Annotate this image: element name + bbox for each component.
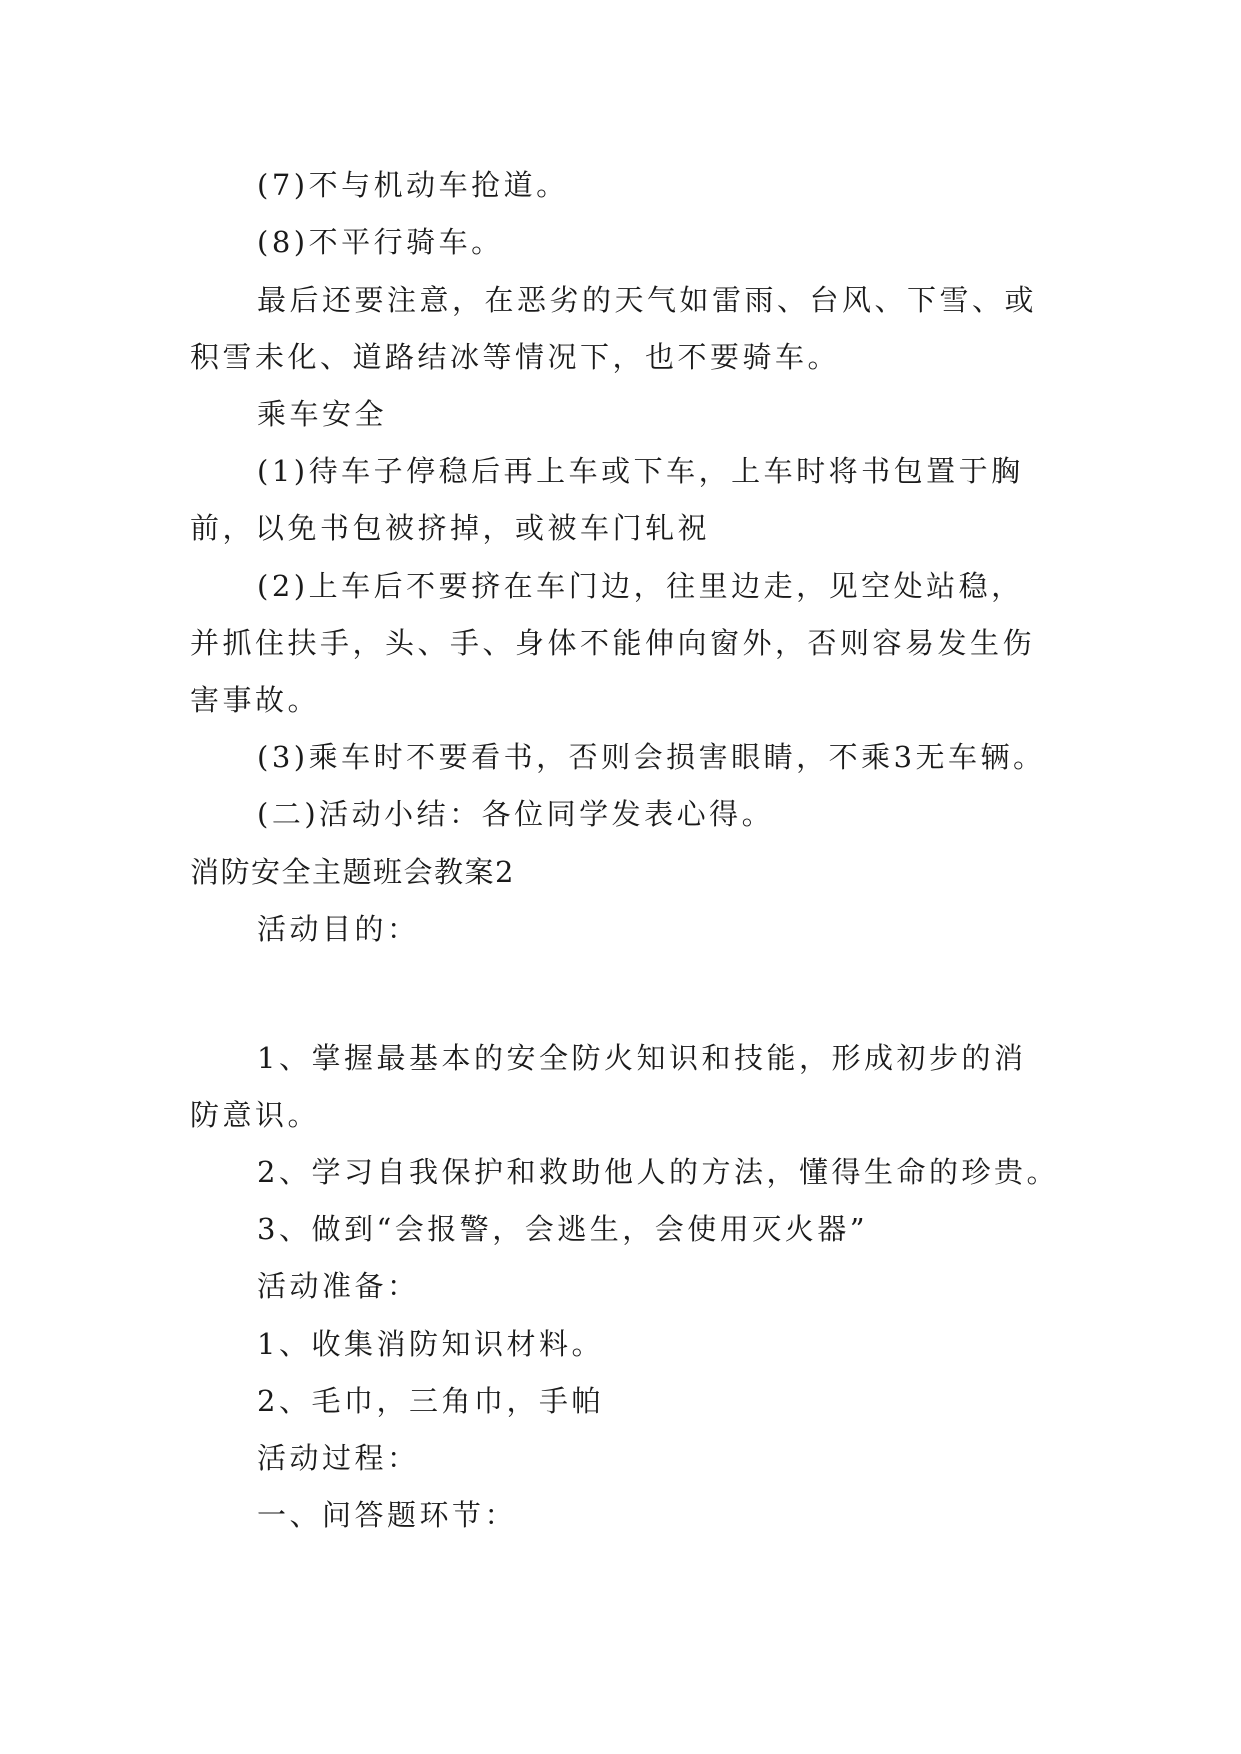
- paragraph-line: (8)不平行骑车。: [257, 225, 504, 259]
- paragraph-line: (1)待车子停稳后再上车或下车，上车时将书包置于胸: [257, 454, 1024, 488]
- paragraph-line: 3、做到“会报警，会逃生，会使用灭火器”: [257, 1212, 869, 1246]
- paragraph-line: 2、毛巾，三角巾，手帕: [257, 1384, 604, 1418]
- paragraph-line: 积雪未化、道路结冰等情况下，也不要骑车。: [190, 340, 841, 374]
- paragraph-line: 一、问答题环节：: [257, 1498, 518, 1532]
- section-heading: 乘车安全: [257, 397, 388, 431]
- paragraph-line: 前，以免书包被挤掉，或被车门轧祝: [190, 511, 711, 545]
- paragraph-line: 并抓住扶手，头、手、身体不能伸向窗外，否则容易发生伤: [190, 626, 1036, 660]
- section-heading: 活动过程：: [257, 1441, 420, 1475]
- paragraph-line: 害事故。: [190, 683, 321, 717]
- paragraph-line: (二)活动小结：各位同学发表心得。: [257, 797, 775, 831]
- paragraph-line: 防意识。: [190, 1098, 321, 1132]
- paragraph-line: 2、学习自我保护和救助他人的方法，懂得生命的珍贵。: [257, 1155, 1059, 1189]
- paragraph-line: (2)上车后不要挤在车门边，往里边走，见空处站稳，: [257, 569, 1024, 603]
- section-heading: 活动目的：: [257, 912, 420, 946]
- paragraph-line: (3)乘车时不要看书，否则会损害眼睛，不乘3无车辆。: [257, 740, 1046, 774]
- paragraph-line: 1、收集消防知识材料。: [257, 1327, 604, 1361]
- paragraph-line: (7)不与机动车抢道。: [257, 168, 569, 202]
- paragraph-line: 最后还要注意，在恶劣的天气如雷雨、台风、下雪、或: [257, 283, 1038, 317]
- section-heading: 活动准备：: [257, 1269, 420, 1303]
- paragraph-line: 1、掌握最基本的安全防火知识和技能，形成初步的消: [257, 1041, 1027, 1075]
- document-title: 消防安全主题班会教案2: [190, 855, 515, 889]
